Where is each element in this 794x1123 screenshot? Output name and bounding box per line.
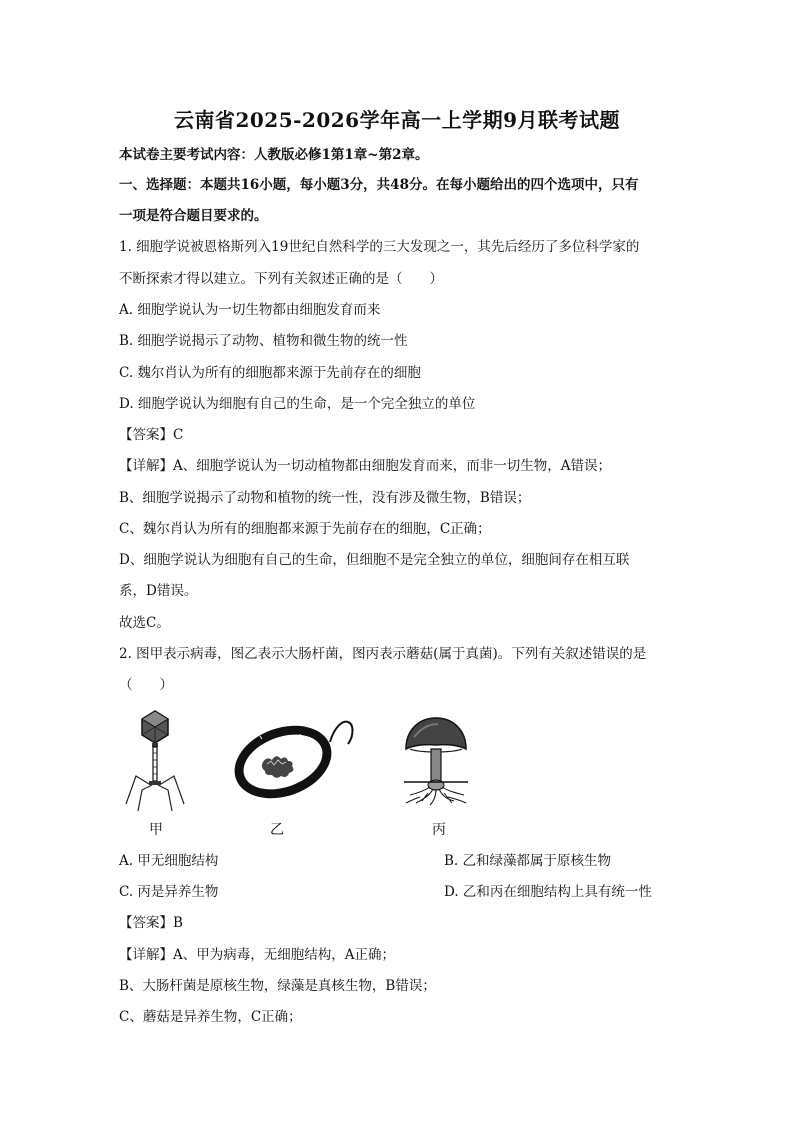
q1-analysis-line: D、细胞学说认为细胞有自己的生命，但细胞不是完全独立的单位，细胞间存在相互联: [119, 552, 630, 568]
exam-scope: 本试卷主要考试内容：人教版必修1第1章~第2章。: [119, 147, 429, 163]
virus-figure: [118, 708, 193, 816]
q2-option-b: B. 乙和绿藻都属于原核生物: [444, 853, 612, 869]
q1-option-d: D. 细胞学说认为细胞有自己的生命，是一个完全独立的单位: [119, 396, 476, 412]
q2-option-a: A. 甲无细胞结构: [119, 853, 219, 869]
q1-analysis-line: 系，D错误。: [119, 583, 198, 599]
q1-answer: 【答案】C: [119, 427, 184, 443]
q1-stem-line1: 1. 细胞学说被恩格斯列入19世纪自然科学的三大发现之一，其先后经历了多位科学家的: [119, 239, 640, 255]
q1-analysis-line: 【详解】A、细胞学说认为一切动植物都由细胞发育而来，而非一切生物，A错误；: [119, 458, 611, 474]
figure-label-yi: 乙: [270, 822, 284, 838]
q1-conclusion: 故选C。: [119, 615, 170, 631]
mushroom-figure: [400, 715, 472, 807]
q1-option-c: C. 魏尔肖认为所有的细胞都来源于先前存在的细胞: [119, 365, 421, 381]
figure-label-bing: 丙: [432, 822, 446, 838]
q2-option-d: D. 乙和丙在细胞结构上具有统一性: [444, 884, 652, 900]
q1-stem-line2: 不断探索才得以建立。下列有关叙述正确的是（ ）: [119, 271, 443, 287]
bacterium-figure: [230, 714, 365, 806]
q2-stem-line2: （ ）: [119, 677, 173, 693]
q2-option-c: C. 丙是异养生物: [119, 884, 219, 900]
q1-analysis-line: B、细胞学说揭示了动物和植物的统一性，没有涉及微生物，B错误；: [119, 490, 531, 506]
q2-analysis-line: C、蘑菇是异养生物，C正确；: [119, 1009, 302, 1025]
section-heading-line1: 一、选择题：本题共16小题，每小题3分，共48分。在每小题给出的四个选项中，只有: [119, 177, 639, 193]
q2-answer: 【答案】B: [119, 915, 183, 931]
page-title: 云南省2025-2026学年高一上学期9月联考试题: [173, 108, 621, 132]
q1-option-b: B. 细胞学说揭示了动物、植物和微生物的统一性: [119, 333, 408, 349]
q1-option-a: A. 细胞学说认为一切生物都由细胞发育而来: [119, 302, 381, 318]
figure-label-jia: 甲: [149, 822, 163, 838]
q1-analysis-line: C、魏尔肖认为所有的细胞都来源于先前存在的细胞，C正确；: [119, 521, 491, 537]
q2-stem-line1: 2. 图甲表示病毒，图乙表示大肠杆菌，图丙表示蘑菇(属于真菌)。下列有关叙述错误的是: [119, 646, 647, 662]
q2-analysis-line: B、大肠杆菌是原核生物，绿藻是真核生物，B错误；: [119, 978, 436, 994]
section-heading-line2: 一项是符合题目要求的。: [119, 208, 268, 224]
q2-analysis-line: 【详解】A、甲为病毒，无细胞结构，A正确；: [119, 947, 395, 963]
